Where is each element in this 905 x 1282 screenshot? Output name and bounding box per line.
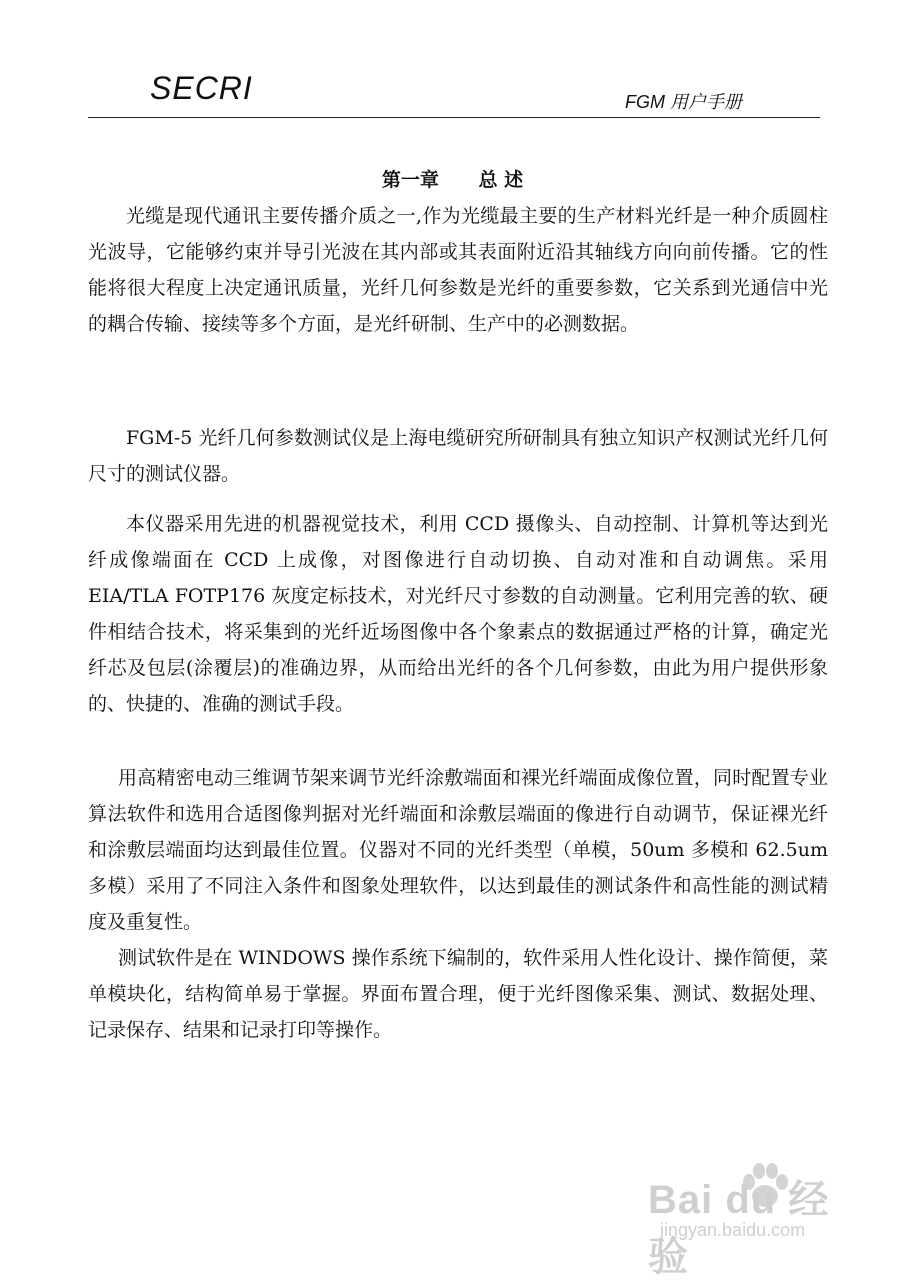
paragraph-technology: 本仪器采用先进的机器视觉技术，利用 CCD 摄像头、自动控制、计算机等达到光纤成像端面在 CCD 上成像，对图像进行自动切换、自动对准和自动调焦。采用 EIA/TLA FOTP176 灰度定标技术，对光纤尺寸参数的自动测量。它利用完善的软、硬件相结合技术，将采集到的光纤近场图像中各个象素点的数据通过严格的计算，确定光纤芯及包层(涂覆层)的准确边界，从而给出光纤的各个几何参数，由此为用户提供形象的、快捷的、准确的测试手段。 bbox=[88, 513, 828, 715]
header-divider bbox=[88, 117, 820, 118]
paragraph-software: 测试软件是在 WINDOWS 操作系统下编制的，软件采用人性化设计、操作简便，菜单模块化，结构简单易于掌握。界面布置合理，便于光纤图像采集、测试、数据处理、记录保存、结果和记录打印等操作。 bbox=[88, 947, 828, 1041]
chapter-number: 第一章 bbox=[381, 169, 439, 191]
watermark-logo: Bai du 经验 bbox=[648, 1178, 830, 1279]
paragraph-fgm5: FGM-5 光纤几何参数测试仪是上海电缆研究所研制具有独立知识产权测试光纤几何尺寸的测试仪器。 bbox=[88, 427, 828, 485]
chapter-heading bbox=[0, 165, 905, 192]
chapter-title: 总 述 bbox=[478, 169, 524, 191]
baidu-jingyan-watermark bbox=[640, 1160, 870, 1279]
paragraph-adjustment: 用高精密电动三维调节架来调节光纤涂敷端面和裸光纤端面成像位置，同时配置专业算法软件和选用合适图像判据对光纤端面和涂敷层端面的像进行自动调节，保证裸光纤和涂敷层端面均达到最佳位置。仪器对不同的光纤类型（单模，50um 多模和 62.5um 多模）采用了不同注入条件和图象处理软件，以达到最佳的测试条件和高性能的测试精度及重复性。 bbox=[88, 767, 828, 933]
header-manual-title: FGM 用户手册 bbox=[625, 92, 742, 112]
watermark-url: jingyan.baidu.com bbox=[660, 1220, 806, 1240]
paragraph-intro: 光缆是现代通讯主要传播介质之一,作为光缆最主要的生产材料光纤是一种介质圆柱光波导，它能够约束并导引光波在其内部或其表面附近沿其轴线方向向前传播。它的性能将很大程度上决定通讯质量，光纤几何参数是光纤的重要参数，它关系到光通信中光的耦合传输、接续等多个方面，是光纤研制、生产中的必测数据。 bbox=[88, 205, 828, 335]
header-brand: SECRI bbox=[150, 70, 253, 106]
